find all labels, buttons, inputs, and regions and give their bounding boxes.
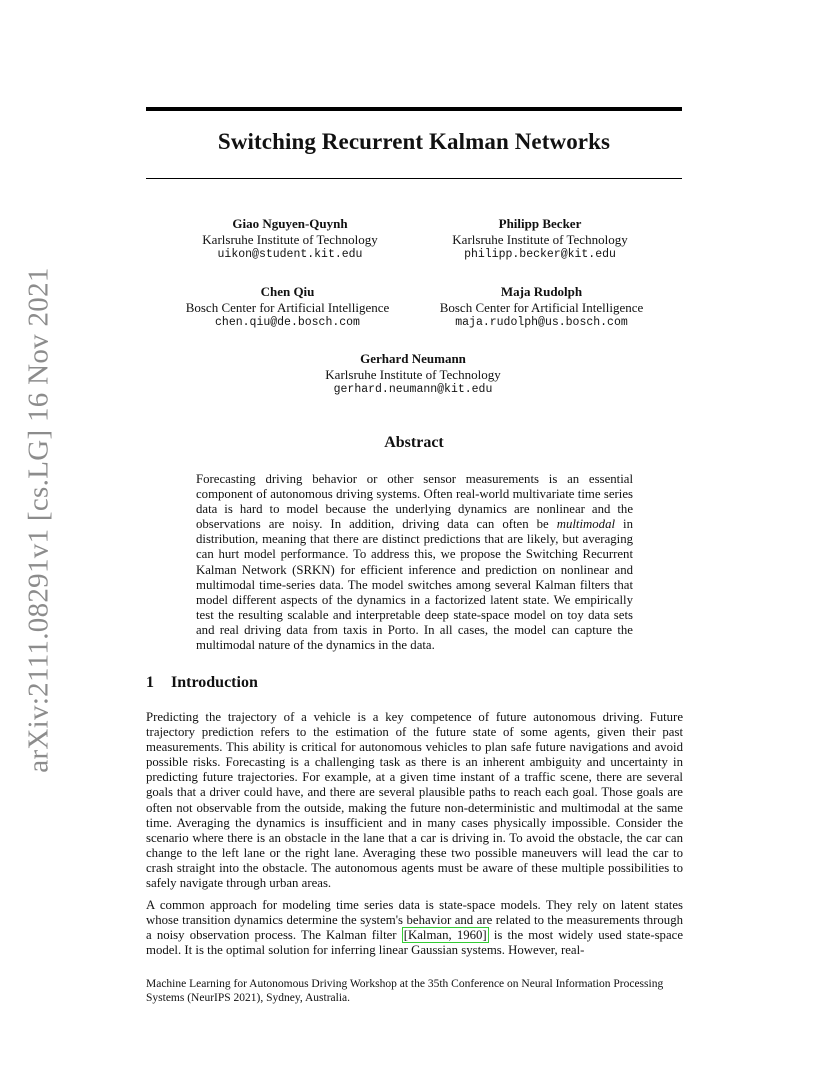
abstract-text: in distribution, meaning that there are distinct predictions that are likely, but averaging can hurt model performance. To address this, we propose the Switching Recurrent Kalman Network (SRKN) for efficient inference and prediction on nonlinear and multimodal time-series data. The model switches among several Kalman filters that model different aspects of the dynamics in a factorized latent state. We empirically test the resulting scalable and interpretable deep state-space model on toy data sets and real driving data from taxis in Porto. In all cases, the model can capture the multimodal nature of the dynamics in the data. xyxy=(196,517,633,653)
author-affiliation: Karlsruhe Institute of Technology xyxy=(325,366,501,382)
author-name: Philipp Becker xyxy=(498,216,582,231)
author-block xyxy=(298,351,528,398)
section-number: 1 xyxy=(146,674,154,691)
author-affiliation: Karlsruhe Institute of Technology xyxy=(202,231,378,247)
author-email[interactable]: philipp.becker@kit.edu xyxy=(464,248,616,261)
paper-title: Switching Recurrent Kalman Networks xyxy=(217,129,611,154)
title-rule-bottom xyxy=(146,178,682,179)
author-name: Gerhard Neumann xyxy=(360,351,466,366)
abstract-text: Forecasting driving behavior or other sensor measurements is an essential component of autonomous driving systems. Often real-world multivariate time series data is hard to model because the underlying dynamics are nonlinear and the observations are noisy. In addition, driving data can often be xyxy=(196,472,633,532)
author-block xyxy=(190,216,390,263)
author-email[interactable]: maja.rudolph@us.bosch.com xyxy=(455,316,628,329)
arxiv-stamp-text: arXiv:2111.08291v1 [cs.LG] 16 Nov 2021 xyxy=(22,267,55,773)
author-block xyxy=(170,284,405,331)
author-name: Maja Rudolph xyxy=(500,284,583,299)
section-title: Introduction xyxy=(171,674,258,691)
author-affiliation: Bosch Center for Artificial Intelligence xyxy=(185,299,390,315)
author-name: Chen Qiu xyxy=(260,284,315,299)
author-name: Giao Nguyen-Quynh xyxy=(232,216,348,231)
author-block xyxy=(430,216,650,263)
author-affiliation: Bosch Center for Artificial Intelligence xyxy=(439,299,644,315)
intro-paragraph xyxy=(146,898,683,958)
title-rule-top xyxy=(146,107,682,111)
abstract-heading: Abstract xyxy=(384,434,444,451)
citation-link[interactable]: [Kalman, 1960] xyxy=(403,928,487,943)
author-affiliation: Karlsruhe Institute of Technology xyxy=(452,231,628,247)
section-heading xyxy=(146,674,258,692)
author-email[interactable]: gerhard.neumann@kit.edu xyxy=(333,383,493,396)
author-email[interactable]: uikon@student.kit.edu xyxy=(217,248,363,261)
paragraph-text: is the most widely used state-space model. It is the optimal solution for inferring linear Gaussian systems. However, real- xyxy=(146,928,683,958)
paragraph-text: A common approach for modeling time series data is state-space models. They rely on latent states whose transition dynamics determine the system's behavior and are related to the measurements through a noisy observation process. The Kalman filter xyxy=(146,898,683,943)
author-email[interactable]: chen.qiu@de.bosch.com xyxy=(215,316,360,329)
abstract-emphasis: multimodal xyxy=(556,517,616,532)
intro-paragraph: Predicting the trajectory of a vehicle is a key competence of future autonomous driving. Future trajectory prediction refers to the estimation of the future state of some agents, given their past measurements. This ability is critical for autonomous vehicles to plan safe future navigations and avoid possible risks. Forecasting is a challenging task as there is an inherent ambiguity and uncertainty in predicting future trajectories. For example, at a given time instant of a traffic scene, there are several goals that a driver could have, and there are several plausible paths to reach each goal. Those goals are often not observable from the outside, making the future non-deterministic and multimodal at the same time. Averaging the dynamics is insufficient and in many cases physically impossible. Consider the scenario where there is an obstacle in the lane that a car is driving in. To avoid the obstacle, the car can change to the left lane or the right lane. Averaging these two possible maneuvers will lead the car to crash straight into the obstacle. The autonomous agents must be aware of these multiple possibilities to safely navigate through urban areas. xyxy=(146,710,683,891)
abstract-body xyxy=(196,472,633,653)
author-block xyxy=(424,284,659,331)
venue-footnote: Machine Learning for Autonomous Driving Workshop at the 35th Conference on Neural Information Processing Systems (NeurIPS 2021), Sydney, Australia. xyxy=(146,978,664,1004)
